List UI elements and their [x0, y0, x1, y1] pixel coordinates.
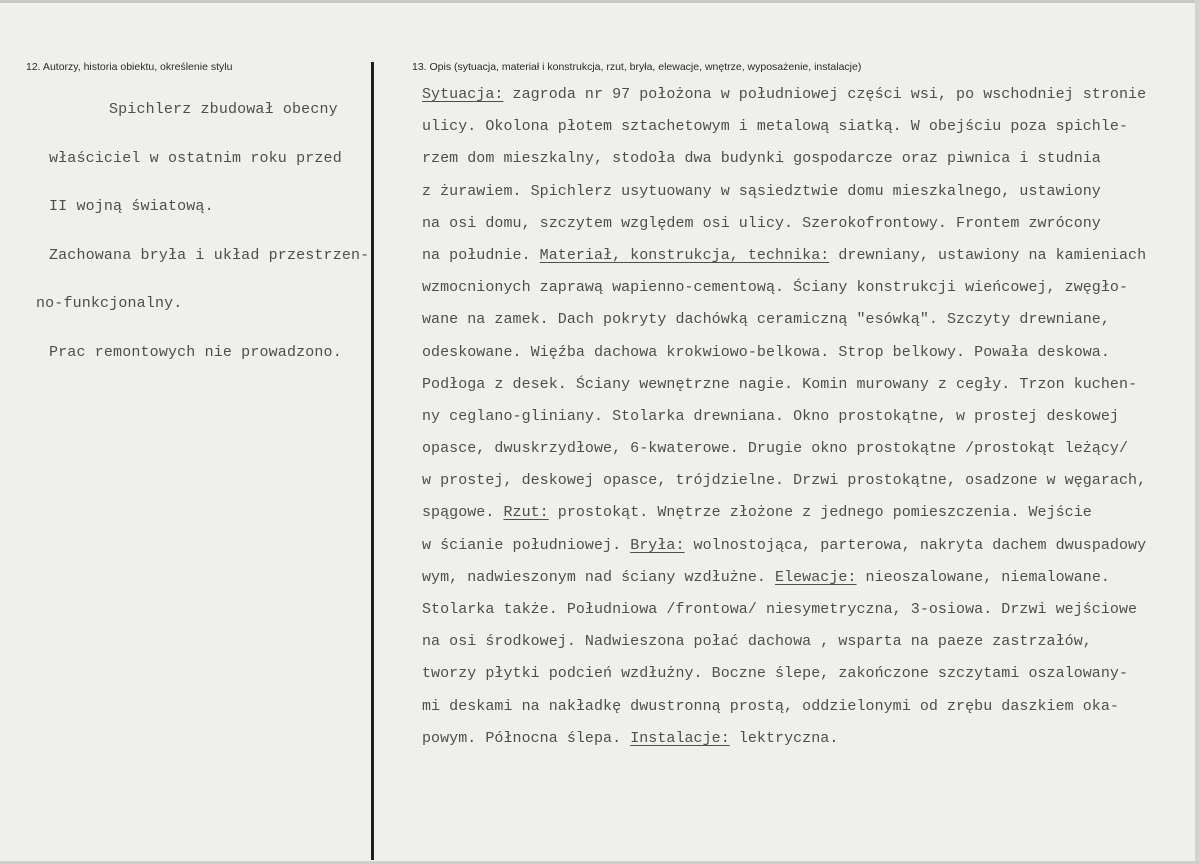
description-text-line — [422, 567, 1197, 599]
description-text: Podłoga z desek. Ściany wewnętrzne nagie. Komin murowany z cegły. Trzon kuchen- — [422, 375, 1138, 393]
description-text: Stolarka także. Południowa /frontowa/ niesymetryczna, 3-osiowa. Drzwi wejściowe — [422, 601, 1138, 618]
description-text: wolnostojąca, parterowa, nakryta dachem dwuspadowy — [684, 536, 1147, 554]
description-text: na osi środkowej. Nadwieszona połać dachowa , wsparta na paeze zastrzałów, — [422, 633, 1092, 651]
description-text: w prostej, deskowej opasce, trójdzielne. Drzwi prostokątne, osadzone w węgarach, — [422, 472, 1147, 490]
description-text: wzmocnionych zaprawą wapienno-cementową. Ściany konstrukcji wieńcowej, zwęgło- — [422, 279, 1129, 297]
section-keyword: Instalacje: — [630, 729, 730, 747]
description-text: powym. Północna ślepa. — [422, 729, 631, 747]
history-text-line: II wojną światową. — [49, 198, 214, 216]
description-text-line — [422, 374, 1197, 406]
history-text-line: no-funkcjonalny. — [36, 295, 183, 313]
description-text-line — [422, 406, 1197, 438]
description-text: lektryczna. — [729, 729, 839, 747]
history-text-line: Prac remontowych nie prowadzono. — [49, 343, 342, 361]
description-text: mi deskami na nakładkę dwustronną prostą, oddzielonymi od zrębu daszkiem oka- — [422, 697, 1119, 715]
description-text: na południe. — [422, 246, 540, 264]
description-text-line — [422, 148, 1197, 180]
description-text: tworzy płytki podcień wzdłużny. Boczne ślepe, zakończone szczytami oszalowany- — [422, 665, 1129, 683]
description-text-line — [422, 696, 1197, 728]
description-text: odeskowane. Więźba dachowa krokwiowo-belkowa. Strop belkowy. Powała deskowa. — [422, 343, 1110, 361]
description-text: z żurawiem. Spichlerz usytuowany w sąsiedztwie domu mieszkalnego, ustawiony — [422, 182, 1101, 200]
description-text: prostokąt. Wnętrze złożone z jednego pomieszczenia. Wejście — [548, 504, 1092, 522]
history-text-line: Spichlerz zbudował obecny — [109, 101, 338, 118]
description-text-line — [422, 245, 1197, 277]
description-text-line — [422, 535, 1197, 567]
section-keyword: Sytuacja: — [422, 86, 504, 103]
description-text-line — [422, 116, 1197, 148]
section-12-heading: 12. Autorzy, historia obiektu, określenie stylu — [26, 61, 233, 73]
description-text: wane na zamek. Dach pokryty dachówką ceramiczną "esówką". Szczyty drewniane, — [422, 311, 1110, 329]
history-text-line: właściciel w ostatnim roku przed — [49, 149, 342, 167]
description-text: spągowe. — [422, 504, 504, 522]
description-text-line — [422, 213, 1197, 245]
description-text-line — [422, 502, 1197, 534]
description-text-line — [422, 631, 1197, 663]
description-text: zagroda nr 97 położona w południowej części wsi, po wschodniej stronie — [503, 86, 1147, 103]
history-text-line: Zachowana bryła i układ przestrzen- — [49, 246, 370, 264]
description-text: wym, nadwieszonym nad ściany wzdłużne. — [422, 568, 776, 586]
description-text-line — [422, 342, 1197, 374]
section-keyword: Bryła: — [630, 536, 685, 554]
description-text: nieoszalowane, niemalowane. — [856, 568, 1110, 586]
section-keyword: Rzut: — [503, 504, 549, 522]
description-text: rzem dom mieszkalny, stodoła dwa budynki gospodarcze oraz piwnica i studnia — [422, 150, 1101, 168]
description-text-line — [422, 438, 1197, 470]
description-text: ny ceglano-gliniany. Stolarka drewniana. Okno prostokątne, w prostej deskowej — [422, 407, 1119, 425]
description-text: opasce, dwuskrzydłowe, 6-kwaterowe. Drugie okno prostokątne /prostokąt leżący/ — [422, 440, 1129, 458]
section-keyword: Elewacje: — [775, 568, 857, 586]
description-text-column — [422, 84, 1197, 760]
description-text-line — [422, 277, 1197, 309]
description-text-line — [422, 728, 1197, 760]
description-text-line — [422, 470, 1197, 502]
description-text-line — [422, 84, 1197, 116]
description-text-line — [422, 181, 1197, 213]
description-text: w ścianie południowej. — [422, 536, 631, 554]
description-text-line — [422, 599, 1197, 631]
description-text-line — [422, 663, 1197, 695]
history-text-column — [36, 98, 394, 390]
description-text: drewniany, ustawiony na kamieniach — [829, 246, 1147, 264]
description-text: ulicy. Okolona płotem sztachetowym i metalową siatką. W obejściu poza spichle- — [422, 118, 1129, 136]
section-keyword: Materiał, konstrukcja, technika: — [539, 246, 830, 264]
top-edge — [0, 0, 1199, 3]
description-text: na osi domu, szczytem względem osi ulicy. Szerokofrontowy. Frontem zwrócony — [422, 214, 1101, 232]
section-13-heading: 13. Opis (sytuacja, materiał i konstrukcja, rzut, bryła, elewacje, wnętrze, wyposażenie, instalacje) — [412, 61, 862, 73]
description-text-line — [422, 309, 1197, 341]
